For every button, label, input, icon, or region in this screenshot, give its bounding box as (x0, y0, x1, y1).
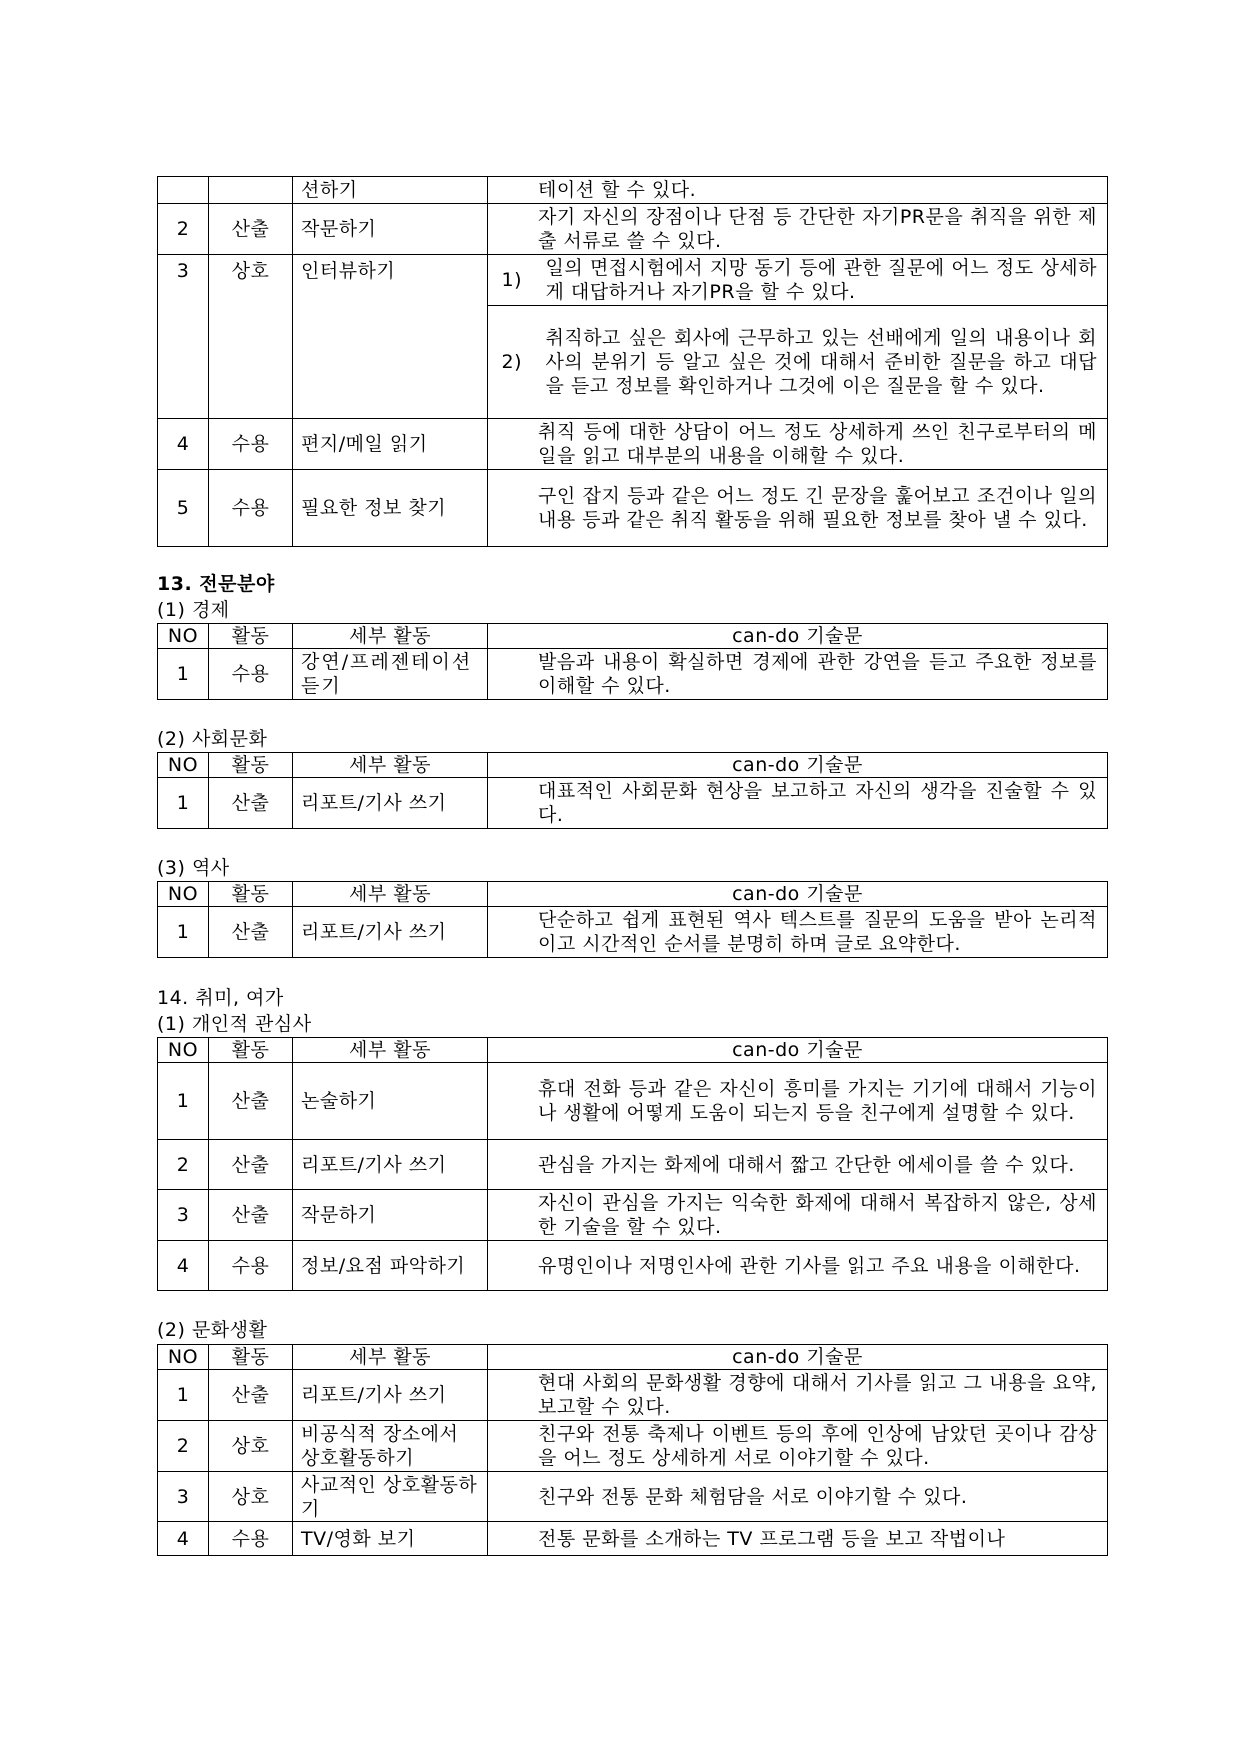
header-desc: can-do 기술문 (488, 1345, 1108, 1370)
cell-type: 산출 (209, 204, 293, 255)
table-header-row (158, 1038, 1108, 1063)
header-activity: 세부 활동 (293, 624, 488, 649)
table-row (158, 419, 1108, 470)
section-title: 13. 전문분야 (157, 573, 275, 595)
cell-desc: 일의 면접시험에서 지망 동기 등에 관한 질문에 어느 정도 상세하게 대답하거나 자기PR을 할 수 있다. (536, 255, 1108, 306)
header-type: 활동 (209, 882, 293, 907)
header-no: NO (158, 624, 209, 649)
cell-type: 산출 (209, 907, 293, 958)
cell-type: 수용 (209, 1241, 293, 1291)
cell-desc: 테이션 할 수 있다. (488, 177, 1108, 204)
header-no: NO (158, 882, 209, 907)
subsection-title: (2) 사회문화 (157, 728, 268, 750)
cell-no: 1 (158, 1370, 209, 1421)
cell-activity: 편지/메일 읽기 (293, 419, 488, 470)
table-header-row (158, 1345, 1108, 1370)
table-row (158, 1190, 1108, 1241)
header-desc: can-do 기술문 (488, 882, 1108, 907)
cell-no: 4 (158, 1241, 209, 1291)
cell-activity: 논술하기 (293, 1063, 488, 1140)
table-row (158, 1241, 1108, 1291)
cell-type (209, 177, 293, 204)
cell-no: 2 (158, 1140, 209, 1190)
cell-type: 상호 (209, 1472, 293, 1522)
cell-activity: 인터뷰하기 (293, 255, 488, 419)
cell-desc: 친구와 전통 축제나 이벤트 등의 후에 인상에 남았던 곳이나 감상을 어느 정도 상세하게 서로 이야기할 수 있다. (488, 1421, 1108, 1472)
cell-no: 4 (158, 1522, 209, 1556)
header-activity: 세부 활동 (293, 753, 488, 778)
cell-no (158, 177, 209, 204)
cell-type: 산출 (209, 1063, 293, 1140)
table-row (158, 255, 1108, 306)
table-row (158, 1472, 1108, 1522)
header-type: 활동 (209, 753, 293, 778)
cell-no: 2 (158, 1421, 209, 1472)
header-no: NO (158, 753, 209, 778)
activity-table (157, 752, 1108, 829)
cell-activity: 리포트/기사 쓰기 (293, 1140, 488, 1190)
cell-type: 수용 (209, 419, 293, 470)
header-desc: can-do 기술문 (488, 1038, 1108, 1063)
cell-desc: 전통 문화를 소개하는 TV 프로그램 등을 보고 작법이나 (488, 1522, 1108, 1556)
activity-table (157, 881, 1108, 958)
header-no: NO (158, 1038, 209, 1063)
cell-activity: 리포트/기사 쓰기 (293, 907, 488, 958)
table-row (158, 1421, 1108, 1472)
header-activity: 세부 활동 (293, 1345, 488, 1370)
cell-desc: 자신이 관심을 가지는 익숙한 화제에 대해서 복잡하지 않은, 상세한 기술을 할 수 있다. (488, 1190, 1108, 1241)
cell-desc: 취직하고 싶은 회사에 근무하고 있는 선배에게 일의 내용이나 회사의 분위기 등 알고 싶은 것에 대해서 준비한 질문을 하고 대답을 듣고 정보를 확인하거나 그것에 이은 질문을 할 수 있다. (536, 306, 1108, 419)
cell-desc: 대표적인 사회문화 현상을 보고하고 자신의 생각을 진술할 수 있다. (488, 778, 1108, 829)
cell-type: 수용 (209, 470, 293, 547)
cell-type: 산출 (209, 1140, 293, 1190)
activity-table (157, 1344, 1108, 1556)
cell-desc: 단순하고 쉽게 표현된 역사 텍스트를 질문의 도움을 받아 논리적이고 시간적인 순서를 분명히 하며 글로 요약한다. (488, 907, 1108, 958)
activity-table (157, 1037, 1108, 1291)
header-type: 활동 (209, 624, 293, 649)
subsection-title: (3) 역사 (157, 857, 230, 879)
table-row (158, 1063, 1108, 1140)
cell-type: 수용 (209, 1522, 293, 1556)
sub-number: 1) (488, 255, 536, 306)
cell-activity: 리포트/기사 쓰기 (293, 778, 488, 829)
table-header-row (158, 624, 1108, 649)
cell-activity: 작문하기 (293, 204, 488, 255)
cell-no: 1 (158, 778, 209, 829)
subsection-title: (1) 경제 (157, 599, 230, 621)
cell-activity: 정보/요점 파악하기 (293, 1241, 488, 1291)
header-type: 활동 (209, 1345, 293, 1370)
cell-type: 상호 (209, 1421, 293, 1472)
cell-type: 상호 (209, 255, 293, 419)
cell-desc: 발음과 내용이 확실하면 경제에 관한 강연을 듣고 주요한 정보를 이해할 수 있다. (488, 649, 1108, 700)
cell-no: 1 (158, 1063, 209, 1140)
section-title: 14. 취미, 여가 (157, 987, 284, 1009)
cell-desc: 구인 잡지 등과 같은 어느 정도 긴 문장을 훑어보고 조건이나 일의 내용 등과 같은 취직 활동을 위해 필요한 정보를 찾아 낼 수 있다. (488, 470, 1108, 547)
subsection-title: (2) 문화생활 (157, 1319, 268, 1341)
cell-activity: 사교적인 상호활동하기 (293, 1472, 488, 1522)
sub-number: 2) (488, 306, 536, 419)
cell-desc: 휴대 전화 등과 같은 자신이 흥미를 가지는 기기에 대해서 기능이나 생활에 어떻게 도움이 되는지 등을 친구에게 설명할 수 있다. (488, 1063, 1108, 1140)
cell-activity: 비공식적 장소에서 상호활동하기 (293, 1421, 488, 1472)
cell-activity: 강연/프레젠테이션듣기 (293, 649, 488, 700)
cell-desc: 취직 등에 대한 상담이 어느 정도 상세하게 쓰인 친구로부터의 메일을 읽고 대부분의 내용을 이해할 수 있다. (488, 419, 1108, 470)
cell-type: 수용 (209, 649, 293, 700)
activity-table (157, 623, 1108, 700)
header-desc: can-do 기술문 (488, 624, 1108, 649)
cell-no: 2 (158, 204, 209, 255)
cell-type: 산출 (209, 1370, 293, 1421)
cell-activity: 리포트/기사 쓰기 (293, 1370, 488, 1421)
table-row (158, 907, 1108, 958)
cell-activity: 필요한 정보 찾기 (293, 470, 488, 547)
top-table (157, 176, 1108, 547)
cell-desc: 친구와 전통 문화 체험담을 서로 이야기할 수 있다. (488, 1472, 1108, 1522)
cell-type: 산출 (209, 1190, 293, 1241)
header-desc: can-do 기술문 (488, 753, 1108, 778)
cell-no: 4 (158, 419, 209, 470)
cell-no: 1 (158, 907, 209, 958)
header-activity: 세부 활동 (293, 1038, 488, 1063)
cell-no: 5 (158, 470, 209, 547)
cell-no: 3 (158, 1190, 209, 1241)
table-header-row (158, 753, 1108, 778)
table-row (158, 470, 1108, 547)
cell-no: 3 (158, 255, 209, 419)
cell-desc: 관심을 가지는 화제에 대해서 짧고 간단한 에세이를 쓸 수 있다. (488, 1140, 1108, 1190)
header-no: NO (158, 1345, 209, 1370)
cell-no: 3 (158, 1472, 209, 1522)
table-row (158, 1140, 1108, 1190)
cell-desc: 현대 사회의 문화생활 경향에 대해서 기사를 읽고 그 내용을 요약, 보고할 수 있다. (488, 1370, 1108, 1421)
header-type: 활동 (209, 1038, 293, 1063)
table-header-row (158, 882, 1108, 907)
cell-desc: 자기 자신의 장점이나 단점 등 간단한 자기PR문을 취직을 위한 제출 서류로 쓸 수 있다. (488, 204, 1108, 255)
table-row (158, 177, 1108, 204)
cell-type: 산출 (209, 778, 293, 829)
cell-activity: 션하기 (293, 177, 488, 204)
subsection-title: (1) 개인적 관심사 (157, 1013, 312, 1035)
table-row (158, 204, 1108, 255)
cell-activity: TV/영화 보기 (293, 1522, 488, 1556)
header-activity: 세부 활동 (293, 882, 488, 907)
cell-no: 1 (158, 649, 209, 700)
cell-activity: 작문하기 (293, 1190, 488, 1241)
table-row (158, 778, 1108, 829)
table-row (158, 1522, 1108, 1556)
table-row (158, 1370, 1108, 1421)
table-row (158, 649, 1108, 700)
cell-desc: 유명인이나 저명인사에 관한 기사를 읽고 주요 내용을 이해한다. (488, 1241, 1108, 1291)
